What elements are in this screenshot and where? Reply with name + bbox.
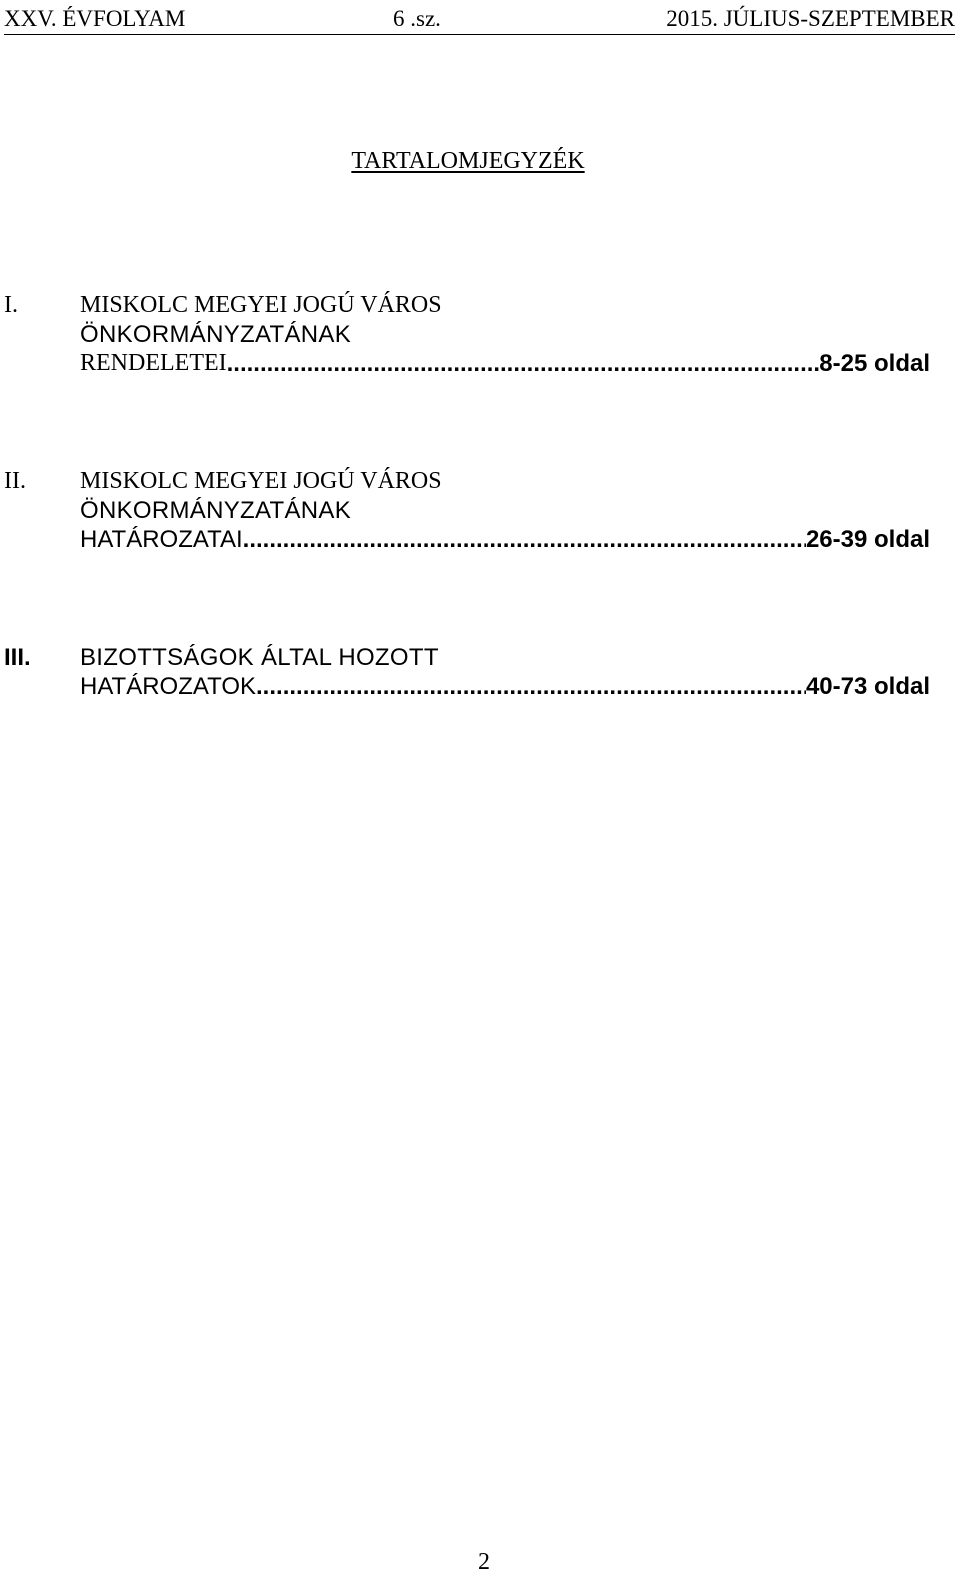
dot-leader: [227, 349, 820, 378]
dot-leader: [243, 525, 806, 554]
page-number: 2: [478, 1549, 490, 1575]
entry-page-range: 40-73 oldal: [805, 673, 930, 700]
entry-number: III.: [4, 644, 31, 671]
dot-leader: [256, 672, 806, 701]
entry-title-leader-line: [80, 672, 930, 701]
toc-heading: [0, 146, 960, 176]
entry-title-line: HATÁROZATAI: [80, 526, 243, 553]
header-volume: XXV. ÉVFOLYAM: [4, 6, 186, 31]
entry-title-line: RENDELETEI: [80, 350, 227, 376]
entry-title-leader-line: [80, 349, 930, 378]
entry-title-leader-line: [80, 525, 930, 554]
entry-page-range: 26-39 oldal: [805, 526, 930, 553]
entry-number: I.: [4, 292, 18, 318]
entry-title-line: MISKOLC MEGYEI JOGÚ VÁROS: [80, 468, 442, 494]
entry-title-line: HATÁROZATOK: [80, 673, 257, 700]
header-date: 2015. JÚLIUS-SZEPTEMBER: [666, 6, 955, 31]
entry-title-line: ÖNKORMÁNYZATÁNAK: [80, 321, 352, 348]
entry-title-line: BIZOTTSÁGOK ÁLTAL HOZOTT: [80, 644, 439, 671]
page-header: [4, 4, 955, 35]
entry-title-line: ÖNKORMÁNYZATÁNAK: [80, 497, 352, 524]
entry-title-line: MISKOLC MEGYEI JOGÚ VÁROS: [80, 292, 442, 318]
toc-title-text: TARTALOMJEGYZÉK: [351, 148, 585, 174]
header-issue: 6 .sz.: [393, 6, 441, 31]
entry-number: II.: [4, 468, 26, 494]
entry-page-range: 8-25 oldal: [819, 350, 930, 377]
